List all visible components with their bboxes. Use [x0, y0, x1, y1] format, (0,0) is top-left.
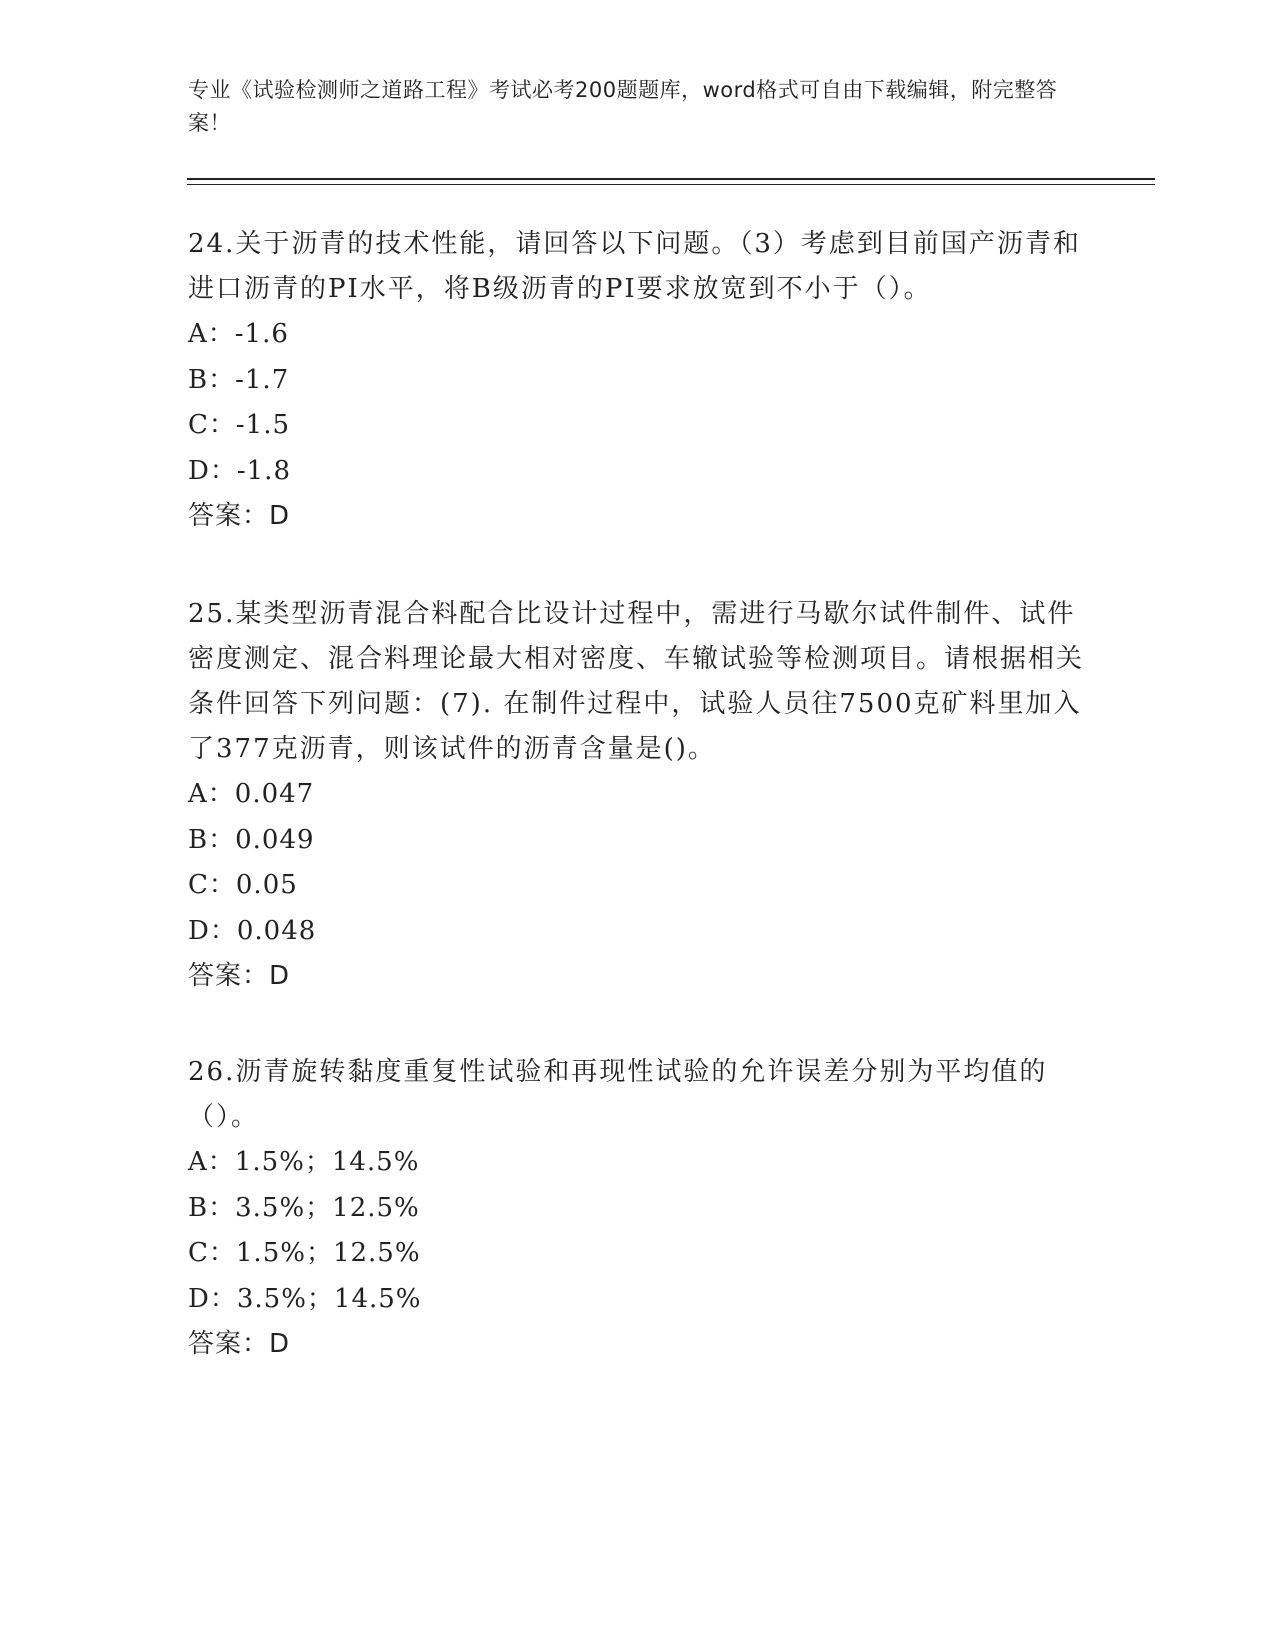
option-b: B：0.049	[188, 824, 315, 855]
header-divider-thin	[187, 184, 1155, 185]
answer-text: 答案：D	[188, 501, 291, 531]
option-d: D：0.048	[188, 915, 317, 946]
option-b: B：-1.7	[188, 364, 290, 395]
question-25	[188, 592, 1088, 999]
option-a: A：0.047	[188, 779, 315, 809]
option-c: C：0.05	[188, 870, 298, 900]
answer-text: 答案：D	[188, 1329, 291, 1359]
document-header: 专业《试验检测师之道路工程》考试必考200题题库，word格式可自由下载编辑，附完整答案！	[188, 78, 1058, 135]
option-c: C：1.5%；12.5%	[188, 1238, 421, 1268]
question-stem: 24.关于沥青的技术性能，请回答以下问题。（3）考虑到目前国产沥青和进口沥青的PI水平，将B级沥青的PI要求放宽到不小于（）。	[188, 229, 1081, 304]
option-d: D：3.5%；14.5%	[188, 1283, 422, 1314]
option-d: D：-1.8	[188, 455, 291, 486]
option-b: B：3.5%；12.5%	[188, 1192, 420, 1223]
option-a: A：-1.6	[188, 319, 289, 349]
header-divider-thick	[187, 178, 1155, 180]
question-26	[188, 1050, 1088, 1367]
answer-text: 答案：D	[188, 961, 291, 991]
question-24	[188, 222, 1088, 539]
option-a: A：1.5%；14.5%	[188, 1147, 420, 1177]
option-c: C：-1.5	[188, 410, 291, 440]
question-stem: 25.某类型沥青混合料配合比设计过程中，需进行马歇尔试件制件、试件密度测定、混合料理论最大相对密度、车辙试验等检测项目。请根据相关条件回答下列问题：(7). 在制件过程中，试验人员往7500克矿料里加入了377克沥青，则该试件的沥青含量是()。	[188, 599, 1085, 764]
question-stem: 26.沥青旋转黏度重复性试验和再现性试验的允许误差分别为平均值的（）。	[188, 1057, 1048, 1132]
